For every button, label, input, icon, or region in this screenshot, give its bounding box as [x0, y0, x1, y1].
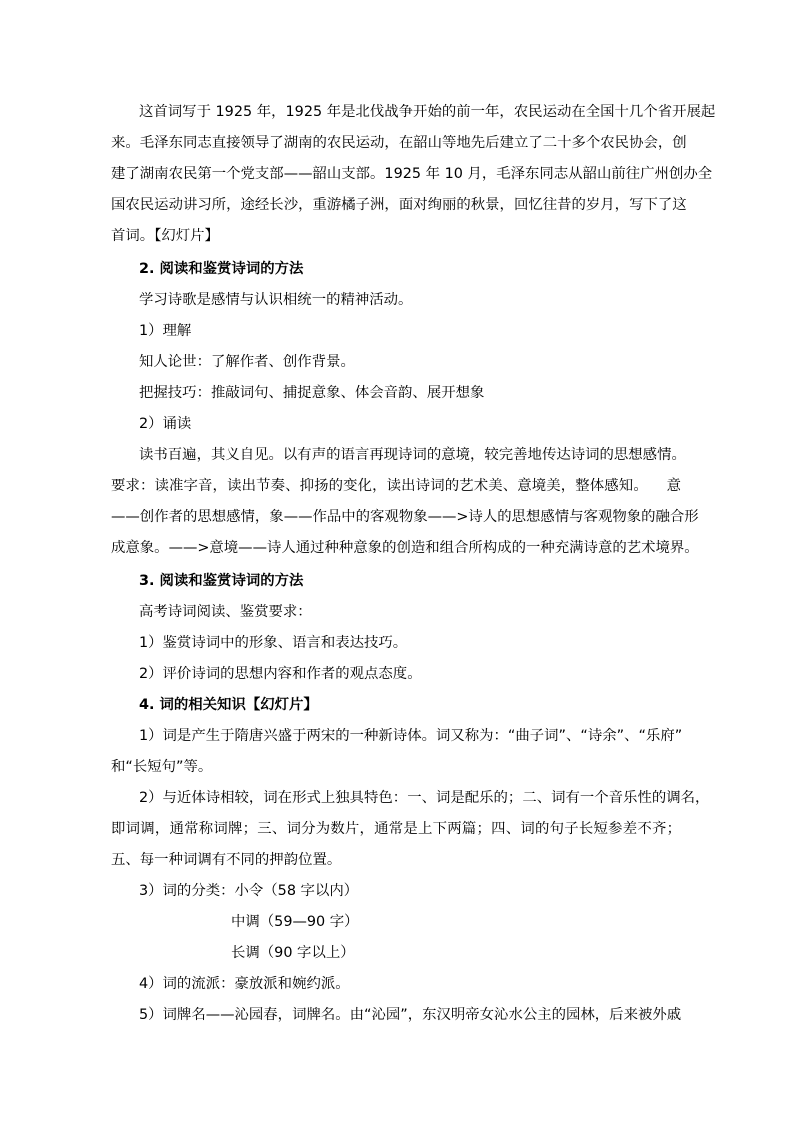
paragraph-line: 把握技巧：推敲词句、捕捉意象、体会音韵、展开想象 [139, 385, 485, 401]
paragraph-line: 高考诗词阅读、鉴赏要求： [139, 604, 312, 620]
paragraph-line: 读书百遍，其义自见。以有声的语言再现诗词的意境，较完善地传达诗词的思想感情。 [139, 447, 686, 463]
paragraph-line: 知人论世：了解作者、创作背景。 [139, 354, 355, 370]
list-item-title: 2）诵读 [139, 416, 192, 432]
section-heading: 4. 词的相关知识【幻灯片】 [139, 697, 318, 713]
paragraph-line: 即词调，通常称词牌；三、词分为数片，通常是上下两篇；四、词的句子长短参差不齐； [111, 821, 681, 837]
list-item: 4）词的流派：豪放派和婉约派。 [139, 976, 350, 992]
paragraph-line: 成意象。——>意境——诗人通过种种意象的创造和组合所构成的一种充满诗意的艺术境界。 [111, 540, 699, 556]
list-item: 1）鉴赏诗词中的形象、语言和表达技巧。 [139, 635, 408, 651]
paragraph-line: 和“长短句”等。 [111, 759, 213, 775]
list-item: 长调（90 字以上） [231, 945, 355, 961]
paragraph-line: 学习诗歌是感情与认识相统一的精神活动。 [139, 292, 413, 308]
list-item-title: 1）理解 [139, 323, 192, 339]
list-item: 2）评价诗词的思想内容和作者的观点态度。 [139, 666, 422, 682]
paragraph-line: 五、每一种词调有不同的押韵位置。 [111, 852, 342, 868]
list-item: 1）词是产生于隋唐兴盛于两宋的一种新诗体。词又称为：“曲子词”、“诗余”、“乐府” [139, 728, 683, 744]
paragraph-line: ——创作者的思想感情，象——作品中的客观物象——>诗人的思想感情与客观物象的融合形 [111, 509, 699, 525]
section-heading: 3. 阅读和鉴赏诗词的方法 [139, 573, 304, 589]
paragraph-line: 首词。【幻灯片】 [111, 228, 219, 244]
list-item: 3）词的分类：小令（58 字以内） [139, 883, 359, 899]
paragraph-line: 国农民运动讲习所，途经长沙，重游橘子洲，面对绚丽的秋景，回忆往昔的岁月，写下了这 [111, 197, 687, 213]
paragraph-line: 建了湖南农民第一个党支部——韶山支部。1925 年 10 月，毛泽东同志从韶山前往广州创办全 [111, 166, 713, 182]
paragraph-line: 这首词写于 1925 年，1925 年是北伐战争开始的前一年，农民运动在全国十几个省开展起 [139, 104, 716, 120]
paragraph-line: 要求：读准字音，读出节奏、抑扬的变化，读出诗词的艺术美、意境美，整体感知。 意 [111, 478, 681, 494]
section-heading: 2. 阅读和鉴赏诗词的方法 [139, 261, 304, 277]
list-item: 中调（59—90 字） [231, 914, 359, 930]
paragraph-line: 来。毛泽东同志直接领导了湖南的农民运动，在韶山等地先后建立了二十多个农民协会，创 [111, 135, 687, 151]
list-item: 2）与近体诗相较，词在形式上独具特色：一、词是配乐的；二、词有一个音乐性的调名， [139, 790, 710, 806]
list-item: 5）词牌名——沁园春，词牌名。由“沁园”，东汉明帝女沁水公主的园林，后来被外戚 [139, 1007, 682, 1023]
